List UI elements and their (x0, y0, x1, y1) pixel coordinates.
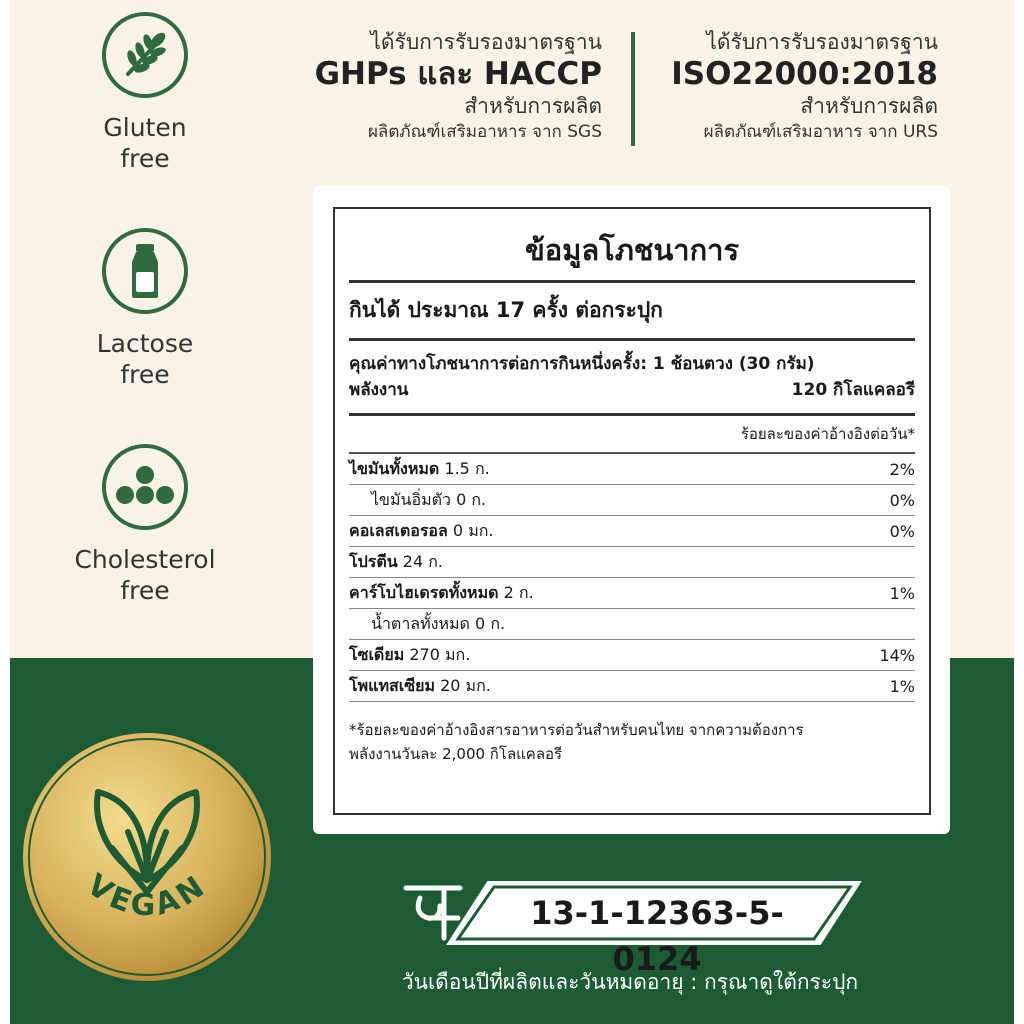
cert-standard: GHPs และ HACCP (314, 56, 602, 92)
nutrient-amount: 0 ก. (456, 489, 487, 509)
footnote-line: พลังงานวันละ 2,000 กิโลแคลอรี (349, 745, 563, 763)
nutrient-row-saturated-fat (349, 485, 915, 516)
nutrition-facts-panel (333, 207, 931, 815)
nutrient-name: ไขมันอิ่มตัว (371, 489, 451, 509)
gluten-free-feature (60, 12, 230, 174)
feature-label: free (120, 360, 170, 389)
vegan-badge (20, 730, 274, 984)
nutrient-row-total-fat (349, 454, 915, 485)
nutrient-row-sugar (349, 609, 915, 640)
feature-label: free (120, 576, 170, 605)
nutrient-name: โซเดียม (349, 644, 405, 664)
nutrient-name: ไขมันทั้งหมด (349, 458, 440, 478)
fda-thai-logo-icon (406, 888, 460, 938)
daily-value-header: ร้อยละของค่าอ้างอิงต่อวัน* (349, 416, 915, 454)
nutrient-dv: 0% (889, 521, 915, 541)
fda-number: 13-1-12363-5-0124 (530, 894, 784, 978)
nutrient-name: โพแทสเซียม (349, 675, 436, 695)
nutrient-name: คอเลสเตอรอล (349, 520, 448, 540)
feature-label: Lactose (96, 329, 194, 358)
nutrient-row-carbohydrate (349, 578, 915, 609)
nutrient-dv: 0% (889, 490, 915, 510)
expiry-note: วันเดือนปีที่ผลิตและวันหมดอายุ : กรุณาดูใต้กระปุก (401, 970, 859, 994)
nutrient-row-potassium (349, 671, 915, 702)
energy-value: 120 กิโลแคลอรี (791, 380, 915, 400)
cert-purpose: สำหรับการผลิต (800, 94, 938, 118)
cert-purpose: สำหรับการผลิต (464, 94, 602, 118)
cert-heading: ได้รับการรับรองมาตรฐาน (706, 30, 938, 54)
nutrition-footnote (349, 718, 915, 766)
cholesterol-molecules-icon (102, 444, 188, 530)
vegan-label: VEGAN (80, 867, 214, 924)
energy-row (349, 377, 915, 416)
nutrient-amount: 20 มก. (440, 675, 491, 695)
nutrient-name: น้ำตาลทั้งหมด (371, 613, 470, 633)
nutrient-amount: 270 มก. (409, 644, 471, 664)
servings-per-container: กินได้ ประมาณ 17 ครั้ง ต่อกระปุก (349, 283, 915, 341)
nutrient-amount: 1.5 ก. (444, 458, 490, 478)
nutrient-dv: 1% (889, 676, 915, 696)
feature-label: Cholesterol (74, 545, 216, 574)
nutrient-name: คาร์โบไฮเดรตทั้งหมด (349, 582, 499, 602)
nutrient-amount: 24 ก. (402, 551, 443, 571)
wheat-icon (102, 12, 188, 98)
milk-bottle-icon (102, 228, 188, 314)
footnote-line: *ร้อยละของค่าอ้างอิงสารอาหารต่อวันสำหรับคนไทย จากความต้องการ (349, 721, 804, 739)
certification-ghps-haccp (300, 28, 602, 144)
nutrient-dv: 14% (879, 645, 915, 665)
nutrient-amount: 0 มก. (452, 520, 494, 540)
nutrient-row-cholesterol (349, 516, 915, 547)
nutrient-row-protein (349, 547, 915, 578)
nutrient-amount: 2 ก. (503, 582, 534, 602)
cert-heading: ได้รับการรับรองมาตรฐาน (370, 30, 602, 54)
feature-label: Gluten (103, 113, 187, 142)
nutrient-row-sodium (349, 640, 915, 671)
nutrient-dv: 2% (889, 459, 915, 479)
feature-label: free (120, 144, 170, 173)
nutrient-amount: 0 ก. (475, 613, 506, 633)
nutrient-dv: 1% (889, 583, 915, 603)
cert-divider (631, 32, 635, 146)
serving-size: คุณค่าทางโภชนาการต่อการกินหนึ่งครั้ง: 1 ช้อนตวง (30 กรัม) (349, 354, 815, 374)
nutrient-name: โปรตีน (349, 551, 398, 571)
nutrition-title: ข้อมูลโภชนาการ (349, 209, 915, 283)
cert-issuer: ผลิตภัณฑ์เสริมอาหาร จาก SGS (367, 122, 602, 142)
energy-label: พลังงาน (349, 380, 409, 400)
cholesterol-free-feature (60, 444, 230, 606)
lactose-free-feature (60, 228, 230, 390)
cert-standard: ISO22000:2018 (671, 56, 938, 92)
cert-issuer: ผลิตภัณฑ์เสริมอาหาร จาก URS (703, 122, 938, 142)
certification-iso22000 (640, 28, 938, 144)
